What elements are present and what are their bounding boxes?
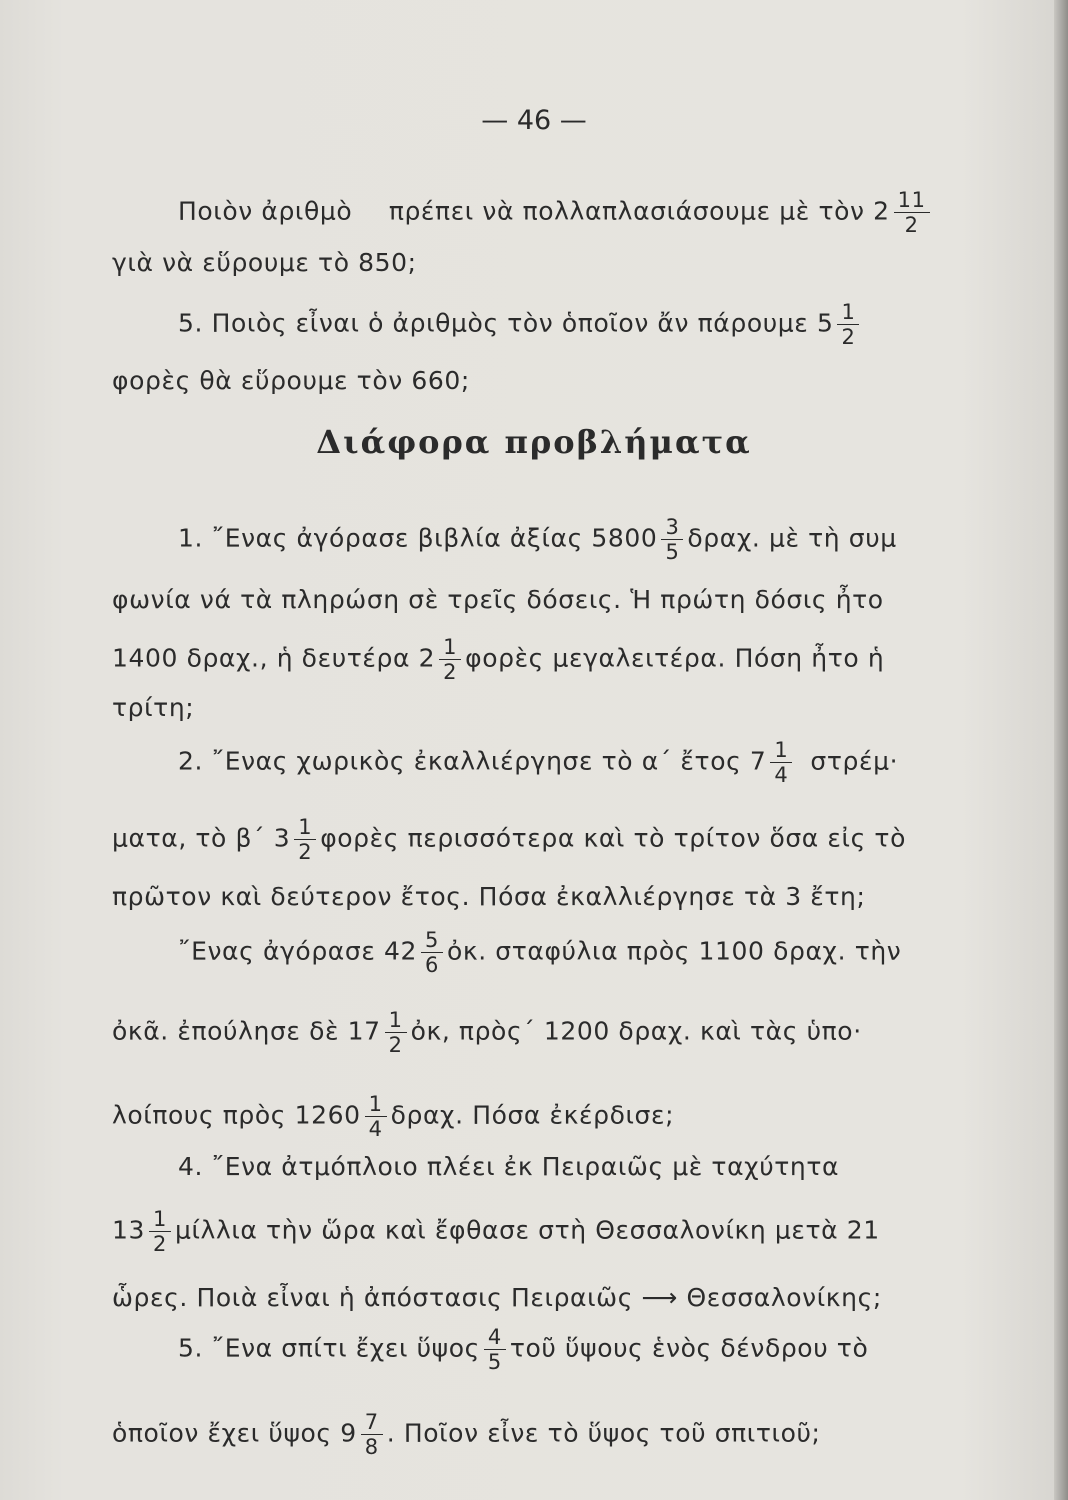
fraction [385, 1008, 407, 1057]
fraction-denominator: 2 [443, 660, 458, 684]
text-line: 4. ῎Ενα ἀτμόπλοιο πλέει ἐκ Πειραιῶς μὲ ταχύτητα [178, 1152, 840, 1181]
fraction-denominator: 4 [368, 1117, 383, 1141]
fraction-numerator: 5 [421, 928, 443, 953]
fraction-denominator: 5 [665, 540, 680, 564]
fraction-denominator: 2 [904, 213, 919, 237]
text-span: 1. ῎Ενας ἀγόρασε βιβλία ἀξίας 5800 [178, 523, 658, 553]
text-line: φορὲς θὰ εὕρουμε τὸν 660; [112, 366, 470, 395]
text-span: ὀκᾶ. ἐπούλησε δὲ 17 [112, 1016, 381, 1046]
fraction [484, 1325, 506, 1374]
text-span: ὀκ, πρὸς΄ 1200 δραχ. καὶ τὰς ὑπο· [410, 1016, 862, 1046]
fraction [421, 928, 443, 977]
text-span: Ποιὸν ἀριθμὸ [178, 196, 353, 226]
text-line: φωνία νά τὰ πληρώση σὲ τρεῖς δόσεις. Ἡ πρώτη δόσις ἦτο [112, 585, 884, 614]
fraction-denominator: 8 [364, 1435, 379, 1459]
fraction-denominator: 6 [425, 953, 439, 977]
fraction-denominator: 2 [841, 325, 856, 349]
text-line [178, 738, 898, 787]
text-span: δραχ. μὲ τὴ συμ [687, 523, 897, 553]
text-span: φορὲς μεγαλειτέρα. Πόση ἦτο ἡ [465, 643, 885, 673]
fraction-numerator: 3 [661, 515, 683, 540]
text-line [112, 1008, 862, 1057]
fraction-numerator: 7 [361, 1410, 383, 1435]
text-span: 5. Ποιὸς εἶναι ὁ ἀριθμὸς τὸν ὁποῖον ἄν πάρουμε 5 [178, 308, 834, 338]
fraction [149, 1207, 171, 1256]
text-span: 1400 δραχ., ἡ δευτέρα 2 [112, 643, 436, 673]
fraction-numerator: 1 [149, 1207, 171, 1232]
text-line [178, 1325, 868, 1374]
fraction-numerator: 1 [385, 1008, 407, 1033]
fraction-numerator: 1 [770, 738, 792, 763]
text-span: ὀκ. σταφύλια πρὸς 1100 δραχ. τὴν [446, 936, 902, 966]
text-span: φορὲς περισσότερα καὶ τὸ τρίτον ὅσα εἰς τὸ [320, 823, 906, 853]
page-edge [1054, 0, 1068, 1500]
fraction [894, 188, 930, 237]
fraction [661, 515, 683, 564]
fraction [365, 1092, 387, 1141]
text-span: . Ποῖον εἶνε τὸ ὕψος τοῦ σπιτιοῦ; [386, 1418, 821, 1448]
text-line: πρῶτον καὶ δεύτερον ἔτος. Πόσα ἐκαλλιέργησε τὰ 3 ἔτη; [112, 882, 866, 911]
text-span: ὁποῖον ἔχει ὕψος 9 [112, 1418, 357, 1448]
fraction-denominator: 5 [487, 1350, 502, 1374]
fraction-numerator: 4 [484, 1325, 506, 1350]
text-line [178, 515, 897, 564]
text-line: τρίτη; [112, 693, 195, 722]
fraction [294, 815, 316, 864]
text-span: ῎Ενας ἀγόρασε 42 [178, 936, 417, 966]
fraction-numerator: 1 [837, 300, 859, 325]
fraction [837, 300, 859, 349]
fraction-denominator: 4 [774, 763, 789, 787]
fraction-numerator: 1 [365, 1092, 387, 1117]
text-span: λοίπους πρὸς 1260 [112, 1100, 361, 1130]
text-line [178, 188, 934, 237]
section-heading: Διάφορα προβλήματα [316, 423, 752, 461]
text-span: 2. ῎Ενας χωρικὸς ἐκαλλιέργησε τὸ α΄ ἔτος 7 [178, 746, 767, 776]
text-line [178, 928, 901, 977]
text-line [112, 635, 884, 684]
page-number: — 46 — [481, 105, 587, 136]
fraction [439, 635, 461, 684]
text-span: πρέπει νὰ πολλαπλασιάσουμε μὲ τὸν 2 [388, 196, 890, 226]
text-span: τοῦ ὕψους ἑνὸς δένδρου τὸ [509, 1333, 869, 1363]
text-line [112, 1410, 821, 1459]
fraction-denominator: 2 [388, 1033, 403, 1057]
fraction-denominator: 2 [298, 840, 313, 864]
text-line [112, 1207, 880, 1256]
fraction-denominator: 2 [153, 1232, 167, 1256]
fraction [361, 1410, 383, 1459]
text-line [112, 1092, 674, 1141]
text-span: δραχ. Πόσα ἐκέρδισε; [390, 1100, 675, 1130]
fraction-numerator: 1 [439, 635, 461, 660]
text-line [112, 815, 906, 864]
text-line: ὧρες. Ποιὰ εἶναι ἡ ἀπόστασις Πειραιῶς ⟶ Θεσσαλονίκης; [112, 1283, 882, 1312]
text-span: μίλλια τὴν ὥρα καὶ ἔφθασε στὴ Θεσσαλονίκη μετὰ 21 [174, 1215, 880, 1245]
fraction [770, 738, 792, 787]
text-span: στρέμ· [810, 746, 899, 776]
text-span: ματα, τὸ β΄ 3 [112, 823, 291, 853]
fraction-numerator: 1 [294, 815, 316, 840]
text-line: γιὰ νὰ εὕρουμε τὸ 850; [112, 248, 417, 277]
text-line [178, 300, 863, 349]
text-span: 5. ῎Ενα σπίτι ἔχει ὕψος [178, 1333, 480, 1363]
fraction-numerator: 11 [894, 188, 930, 213]
text-span: 13 [112, 1215, 146, 1245]
